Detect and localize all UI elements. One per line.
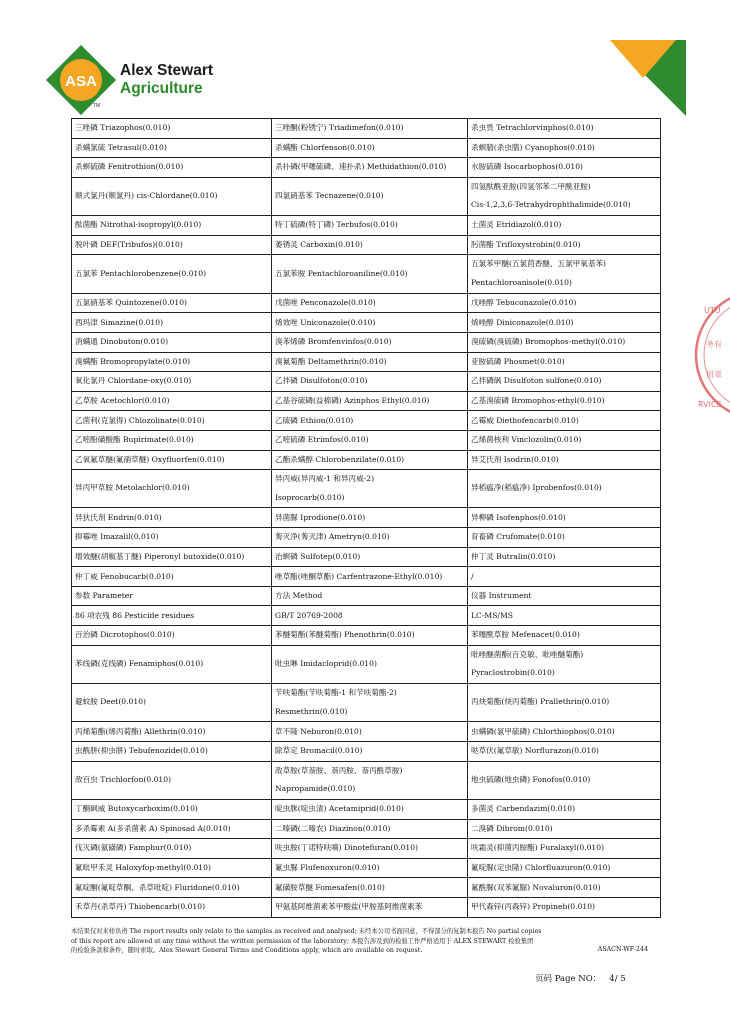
cell-text: 萎锈灵 Carboxin(0.010) xyxy=(275,240,363,250)
table-cell xyxy=(272,897,468,917)
table-cell xyxy=(72,332,272,352)
cell-text: 四氢酞酰亚胺(四氢邻苯二甲酰亚胺) xyxy=(471,181,591,191)
cell-text: 溴氰菊酯 Deltamethrin(0.010) xyxy=(275,356,387,366)
table-cell xyxy=(468,800,661,820)
cell-text: 戊菌唑 Penconazole(0.010) xyxy=(275,298,376,308)
cell-text: 氟啶酮(氟啶草酮、杀草吡啶) Fluridone(0.010) xyxy=(75,882,240,892)
table-row xyxy=(72,138,661,158)
brand-subtitle: Agriculture xyxy=(120,80,203,97)
table-row xyxy=(72,158,661,178)
cell-text: 唑草酯(唑酮草酯) Carfentrazone-Ethyl(0.010) xyxy=(275,571,443,581)
cell-text: 异狄氏剂 Endrin(0.010) xyxy=(75,512,162,522)
page-number xyxy=(535,972,626,984)
svg-text:务有: 务有 xyxy=(706,340,722,349)
page-header xyxy=(0,0,730,118)
cell-text: Resmethrin(0.010) xyxy=(275,706,348,716)
table-cell xyxy=(468,255,661,293)
table-cell xyxy=(72,177,272,215)
cell-text: 乙烯菌核利 Vinclozolin(0.010) xyxy=(471,435,582,445)
table-row xyxy=(72,119,661,139)
table-row xyxy=(72,293,661,313)
table-cell xyxy=(468,839,661,859)
table-cell xyxy=(72,372,272,392)
cell-text: 百治磷 Dicrotophos(0.010) xyxy=(75,630,175,640)
table-cell xyxy=(72,450,272,470)
svg-text:UTU: UTU xyxy=(704,306,721,315)
table-cell xyxy=(272,391,468,411)
table-cell xyxy=(72,158,272,178)
table-row xyxy=(72,742,661,762)
table-cell xyxy=(468,586,661,606)
cell-text: 多菌灵 Carbendazim(0.010) xyxy=(471,804,576,814)
table-cell xyxy=(272,470,468,508)
cell-text: GB/T 20769-2008 xyxy=(275,610,343,620)
table-cell xyxy=(468,742,661,762)
table-row xyxy=(72,547,661,567)
table-cell xyxy=(272,508,468,528)
table-cell xyxy=(72,293,272,313)
cell-text: 虫酰肼(抑虫肼) Tebufenozide(0.010) xyxy=(75,746,208,756)
table-cell xyxy=(72,606,272,626)
cell-text: 亚胺硫磷 Phosmet(0.010) xyxy=(471,356,565,366)
table-cell xyxy=(468,119,661,139)
cell-text: 乙嘧酚磺酸酯 Bupirimate(0.010) xyxy=(75,435,194,445)
table-cell xyxy=(272,839,468,859)
cell-text: 多杀霉素 A(多杀菌素 A) Spinosad A(0.010) xyxy=(75,823,231,833)
table-cell xyxy=(468,177,661,215)
page-value: 4/ 5 xyxy=(609,974,626,984)
table-cell xyxy=(272,352,468,372)
table-row xyxy=(72,567,661,587)
cell-text: 乙嘧硫磷 Etrimfos(0.010) xyxy=(275,435,369,445)
cell-text: 五氯硝基苯 Quintozene(0.010) xyxy=(75,298,187,308)
cell-text: 除草定 Bromacil(0.010) xyxy=(275,746,363,756)
table-cell xyxy=(272,606,468,626)
table-cell xyxy=(72,626,272,646)
cell-text: 杀螨酯 Chlorfenson(0.010) xyxy=(275,142,375,152)
table-cell xyxy=(468,567,661,587)
cell-text: 治螟磷 Sulfotep(0.010) xyxy=(275,551,361,561)
cell-text: 吡虫啉 Imidacloprid(0.010) xyxy=(275,659,377,669)
cell-text: 三唑酮(粉锈宁) Triadimefon(0.010) xyxy=(275,123,404,133)
table-cell xyxy=(272,119,468,139)
table-cell xyxy=(72,819,272,839)
cell-text: 氟虫脲 Flufenoxuron(0.010) xyxy=(275,863,380,873)
table-cell xyxy=(468,508,661,528)
table-cell xyxy=(272,332,468,352)
table-cell xyxy=(72,216,272,236)
table-row xyxy=(72,450,661,470)
cell-text: 异丙威(异丙威-1 和异丙威-2) xyxy=(275,474,375,484)
table-cell xyxy=(468,645,661,683)
table-cell xyxy=(272,547,468,567)
company-logo xyxy=(45,44,117,116)
table-cell xyxy=(468,761,661,799)
cell-text: 特丁硫磷(特丁磷) Terbufos(0.010) xyxy=(275,220,398,230)
cell-text: 杀扑磷(甲噻硫磷、速扑杀) Methidathion(0.010) xyxy=(275,162,447,172)
cell-text: 丙烯菊酯(烯丙菊酯) Allethrin(0.010) xyxy=(75,726,206,736)
table-cell xyxy=(72,138,272,158)
cell-text: 乙拌磷 Disulfoton(0.010) xyxy=(275,376,368,386)
cell-text: 五氯苯 Pentachlorobenzene(0.010) xyxy=(75,268,207,278)
table-row xyxy=(72,819,661,839)
table-cell xyxy=(468,138,661,158)
cell-text: 乙硫磷 Ethion(0.010) xyxy=(275,415,354,425)
table-cell xyxy=(468,411,661,431)
cell-text: 氟啶脲(定虫隆) Chlorfluazuron(0.010) xyxy=(471,863,611,873)
table-cell xyxy=(72,897,272,917)
cell-text: 苯噻酰草胺 Mefenacet(0.010) xyxy=(471,630,580,640)
table-cell xyxy=(468,547,661,567)
table-row xyxy=(72,352,661,372)
table-row xyxy=(72,372,661,392)
cell-text: 敌草胺(草萘胺、萘丙胺、萘丙酰草胺) xyxy=(275,765,403,775)
table-cell xyxy=(272,878,468,898)
table-cell xyxy=(468,430,661,450)
table-cell xyxy=(468,722,661,742)
table-cell xyxy=(272,761,468,799)
cell-text: 啶虫脒(啶虫清) Acetamiprid(0.010) xyxy=(275,804,404,814)
table-cell xyxy=(72,684,272,722)
table-cell xyxy=(272,411,468,431)
cell-text: 吡唑醚菌酯(百克敏、吡唑醚菊酯) xyxy=(471,649,584,659)
cell-text: 仪器 Instrument xyxy=(471,591,532,601)
table-cell xyxy=(72,645,272,683)
cell-text: 异艾氏剂 Isodrin(0.010) xyxy=(471,454,559,464)
cell-text: 丙炔菊酯(炔丙菊酯) Prallethrin(0.010) xyxy=(471,697,610,707)
cell-text: Cis-1,2,3,6-Tetrahydrophthalimide(0.010) xyxy=(471,200,631,210)
cell-text: 杀虫畏 Tetrachlorvinphos(0.010) xyxy=(471,123,594,133)
cell-text: 杀螟硫磷 Fenitrothion(0.010) xyxy=(75,162,184,172)
table-cell xyxy=(72,255,272,293)
table-cell xyxy=(72,567,272,587)
table-cell xyxy=(72,800,272,820)
table-cell xyxy=(468,313,661,333)
company-seal-icon xyxy=(690,285,730,425)
table-row xyxy=(72,586,661,606)
table-cell xyxy=(468,293,661,313)
table-cell xyxy=(72,878,272,898)
cell-text: 育畜磷 Crufomate(0.010) xyxy=(471,532,565,542)
table-row xyxy=(72,722,661,742)
cell-text: 86 项农残 86 Pesticide residues xyxy=(75,610,195,620)
table-cell xyxy=(272,372,468,392)
table-cell xyxy=(468,158,661,178)
cell-text: 避蚊胺 Deet(0.010) xyxy=(75,697,146,707)
table-row xyxy=(72,858,661,878)
cell-text: 哒草伏(氟草敏) Norflurazon(0.010) xyxy=(471,746,599,756)
table-row xyxy=(72,800,661,820)
cell-text: 四氯硝基苯 Tecnazene(0.010) xyxy=(275,191,384,201)
table-cell xyxy=(468,352,661,372)
cell-text: 乙草胺 Acetochlor(0.010) xyxy=(75,396,170,406)
cell-text: 增效醚(胡椒基丁醚) Piperonyl butoxide(0.010) xyxy=(75,551,245,561)
cell-text: LC-MS/MS xyxy=(471,610,513,620)
table-cell xyxy=(272,528,468,548)
cell-text: 仲丁灵 Butralin(0.010) xyxy=(471,551,556,561)
table-cell xyxy=(468,606,661,626)
table-row xyxy=(72,430,661,450)
table-cell xyxy=(272,800,468,820)
cell-text: 水胺硫磷 Isocarbophos(0.010) xyxy=(471,162,583,172)
cell-text: Napropamide(0.010) xyxy=(275,784,356,794)
table-row xyxy=(72,528,661,548)
pesticide-table-container xyxy=(71,118,660,918)
cell-text: 二嗪磷(二嗪农) Diazinon(0.010) xyxy=(275,823,391,833)
cell-text: 顺式氯丹(顺氯丹) cis-Chlordane(0.010) xyxy=(75,191,218,201)
cell-text: 丁酮砜威 Butoxycarboxim(0.010) xyxy=(75,804,198,814)
disclaimer-note xyxy=(71,927,660,956)
table-row xyxy=(72,878,661,898)
table-row xyxy=(72,839,661,859)
cell-text: 乙菌利(克氯得) Chlozolinate(0.010) xyxy=(75,415,205,425)
cell-text: 五氯苯甲醚(五氯茴香醚、五氯甲氧基苯) xyxy=(471,259,607,269)
table-cell xyxy=(272,722,468,742)
table-cell xyxy=(468,626,661,646)
cell-text: 氧化氯丹 Chlordane-oxy(0.010) xyxy=(75,376,192,386)
table-cell xyxy=(72,839,272,859)
cell-text: 乙拌磷砜 Disulfoton sulfone(0.010) xyxy=(471,376,602,386)
logo-letters: ASA xyxy=(65,73,97,90)
svg-text:RVICE: RVICE xyxy=(698,400,722,409)
table-row xyxy=(72,391,661,411)
table-cell xyxy=(272,684,468,722)
table-cell xyxy=(468,878,661,898)
table-cell xyxy=(72,586,272,606)
cell-text: Isoprocarb(0.010) xyxy=(275,492,345,502)
table-cell xyxy=(72,430,272,450)
table-row xyxy=(72,255,661,293)
table-cell xyxy=(72,742,272,762)
cell-text: 三唑磷 Triazophos(0.010) xyxy=(75,123,171,133)
cell-text: 莠灭净(莠灭津) Ametryn(0.010) xyxy=(275,532,390,542)
table-row xyxy=(72,177,661,215)
cell-text: 乙酯杀螨醇 Chlorobenzilate(0.010) xyxy=(275,454,405,464)
cell-text: 溴苯烯磷 Bromfenvinfos(0.010) xyxy=(275,337,392,347)
table-cell xyxy=(272,645,468,683)
cell-text: 烯唑醇 Diniconazole(0.010) xyxy=(471,317,574,327)
table-cell xyxy=(468,684,661,722)
table-cell xyxy=(272,158,468,178)
table-cell xyxy=(72,722,272,742)
table-cell xyxy=(72,858,272,878)
table-row xyxy=(72,470,661,508)
table-cell xyxy=(72,508,272,528)
cell-text: 氟磺胺草醚 Fomesafen(0.010) xyxy=(275,882,385,892)
cell-text: 甲氨基阿维菌素苯甲酸盐(甲胺基阿维菌素苯 xyxy=(275,902,423,912)
table-cell xyxy=(72,235,272,255)
cell-text: 地虫硫磷(地虫磷) Fonofos(0.010) xyxy=(471,775,591,784)
table-row xyxy=(72,411,661,431)
disclaimer-line: of this report are allowed at any time without the written permission of the laboratory; 本报告涉及到的检验工作严格适用于 ALEX STEWART 检验集团 xyxy=(71,937,534,945)
cell-text: 苯线磷(克线磷) Fenamiphos(0.010) xyxy=(75,659,204,669)
cell-text: 烯效唑 Uniconazole(0.010) xyxy=(275,317,376,327)
cell-text: 敌百虫 Trichlorfon(0.010) xyxy=(75,775,172,784)
table-cell xyxy=(272,293,468,313)
table-cell xyxy=(272,216,468,236)
table-cell xyxy=(468,216,661,236)
cell-text: 乙基谷硫磷(益棉磷) Azinphos Ethyl(0.010) xyxy=(275,396,430,406)
table-row xyxy=(72,313,661,333)
table-cell xyxy=(272,858,468,878)
cell-text: 溴螨酯 Bromopropylate(0.010) xyxy=(75,356,191,366)
cell-text: 异柳磷 Isofenphos(0.010) xyxy=(471,512,566,522)
cell-text: 呋霜灵(抑菌丙胺酯) Furalaxyl(0.010) xyxy=(471,843,605,853)
cell-text: 异丙甲草胺 Metolachlor(0.010) xyxy=(75,483,190,493)
table-cell xyxy=(72,119,272,139)
table-row xyxy=(72,606,661,626)
cell-text: 禾草丹(杀草丹) Thiobencarb(0.010) xyxy=(75,902,206,912)
table-row xyxy=(72,645,661,683)
cell-text: 五氯苯胺 Pentachloroaniline(0.010) xyxy=(275,268,408,278)
cell-text: 乙氧氟草醚(氟硝草醚) Oxyfluorfen(0.010) xyxy=(75,454,225,464)
cell-text: 戊唑醇 Tebuconazole(0.010) xyxy=(471,298,577,308)
trademark-mark: TM xyxy=(93,103,101,109)
cell-text: 二溴磷 Dibrom(0.010) xyxy=(471,823,553,833)
table-cell xyxy=(272,450,468,470)
table-cell xyxy=(72,313,272,333)
table-row xyxy=(72,626,661,646)
cell-text: 仲丁威 Fenobucarb(0.010) xyxy=(75,571,174,581)
cell-text: 氟酰脲(双苯氟脲) Novaluron(0.010) xyxy=(471,882,601,892)
table-cell xyxy=(272,235,468,255)
table-row xyxy=(72,216,661,236)
table-cell xyxy=(72,547,272,567)
table-cell xyxy=(272,586,468,606)
table-cell xyxy=(468,819,661,839)
table-cell xyxy=(72,411,272,431)
cell-text: 呋虫胺(丁诺特呋喃) Dinotefuran(0.010) xyxy=(275,843,419,853)
cell-text: 氟吡甲禾灵 Haloxyfop-methyl(0.010) xyxy=(75,863,211,873)
cell-text: 肟菌酯 Trifloxystrobin(0.010) xyxy=(471,240,581,250)
cell-text: 虫螨磷(氯甲硫磷) Chlorthiophos(0.010) xyxy=(471,726,615,736)
table-cell xyxy=(72,352,272,372)
table-cell xyxy=(72,470,272,508)
table-cell xyxy=(468,235,661,255)
table-row xyxy=(72,897,661,917)
cell-text: 苯醚菊酯(苯醚菊酯) Phenothrin(0.010) xyxy=(275,630,415,640)
cell-text: 参数 Parameter xyxy=(75,591,133,601)
cell-text: 草不隆 Neburon(0.010) xyxy=(275,726,362,736)
disclaimer-line: 的检验条款和条件，随时索取。Alex Stewart General Terms and Conditions apply, which are available on request. xyxy=(71,947,423,954)
table-cell xyxy=(468,332,661,352)
cell-text: 西玛津 Simazine(0.010) xyxy=(75,317,164,327)
table-cell xyxy=(272,138,468,158)
table-cell xyxy=(72,391,272,411)
svg-text:用章: 用章 xyxy=(706,370,722,379)
table-cell xyxy=(468,470,661,508)
page-label: 页码 Page NO： xyxy=(535,974,602,984)
table-cell xyxy=(272,313,468,333)
cell-text: 乙基溴硫磷 Bromophos-ethyl(0.010) xyxy=(471,396,605,406)
table-row xyxy=(72,235,661,255)
table-row xyxy=(72,761,661,799)
cell-text: 伐灭磷(氨磺磷) Famphur(0.010) xyxy=(75,843,192,853)
corner-decoration-icon xyxy=(610,40,686,116)
cell-text: 土菌灵 Etridiazol(0.010) xyxy=(471,220,562,230)
cell-text: 酞菌酯 Nitrothal-isopropyl(0.010) xyxy=(75,220,202,230)
table-cell xyxy=(468,391,661,411)
table-cell xyxy=(468,450,661,470)
table-cell xyxy=(272,819,468,839)
cell-text: 杀螟腈(杀虫腈) Cyanophos(0.010) xyxy=(471,142,595,152)
cell-text: 乙霉威 Diethofencarb(0.010) xyxy=(471,415,579,425)
table-row xyxy=(72,508,661,528)
table-cell xyxy=(272,255,468,293)
cell-text: Pyraclostrobin(0.010) xyxy=(471,668,555,678)
form-code: ASACN-WF-244 xyxy=(597,946,648,953)
pesticide-table xyxy=(71,118,661,918)
table-row xyxy=(72,332,661,352)
table-cell xyxy=(272,177,468,215)
cell-text: Pentachloroanisole(0.010) xyxy=(471,278,572,288)
cell-text: 异菌脲 Iprodione(0.010) xyxy=(275,512,366,522)
table-cell xyxy=(272,567,468,587)
cell-text: 杀螨氯硫 Tetrasul(0.010) xyxy=(75,142,167,152)
cell-text: 苄呋菊酯(苄呋菊酯-1 和苄呋菊酯-2) xyxy=(275,688,397,698)
cell-text: 方法 Method xyxy=(275,591,323,601)
disclaimer-line: 本结果仅对来样负责 The report results only relate to the samples as received and analysed; 未经本公司书面同意，不得部分的复制本报告 No partial copies xyxy=(71,928,542,935)
cell-text: 甲代森锌(丙森锌) Propineb(0.010) xyxy=(471,902,596,912)
table-cell xyxy=(468,528,661,548)
table-cell xyxy=(468,897,661,917)
table-row xyxy=(72,684,661,722)
cell-text: 抑霉唑 Imazalil(0.010) xyxy=(75,532,159,542)
table-cell xyxy=(468,372,661,392)
cell-text: / xyxy=(471,571,474,581)
table-cell xyxy=(72,761,272,799)
table-cell xyxy=(272,742,468,762)
cell-text: 脱叶磷 DEF(Tribufos)(0.010) xyxy=(75,240,183,250)
table-cell xyxy=(72,528,272,548)
table-cell xyxy=(272,430,468,450)
cell-text: 异稻瘟净(稻瘟净) Iprobenfos(0.010) xyxy=(471,483,602,493)
brand-name: Alex Stewart xyxy=(120,62,214,79)
cell-text: 溴硫磷(溴硫磷) Bromophos-methyl(0.010) xyxy=(471,337,626,347)
cell-text: 消螨通 Dinobuton(0.010) xyxy=(75,337,169,347)
table-cell xyxy=(468,858,661,878)
table-cell xyxy=(272,626,468,646)
